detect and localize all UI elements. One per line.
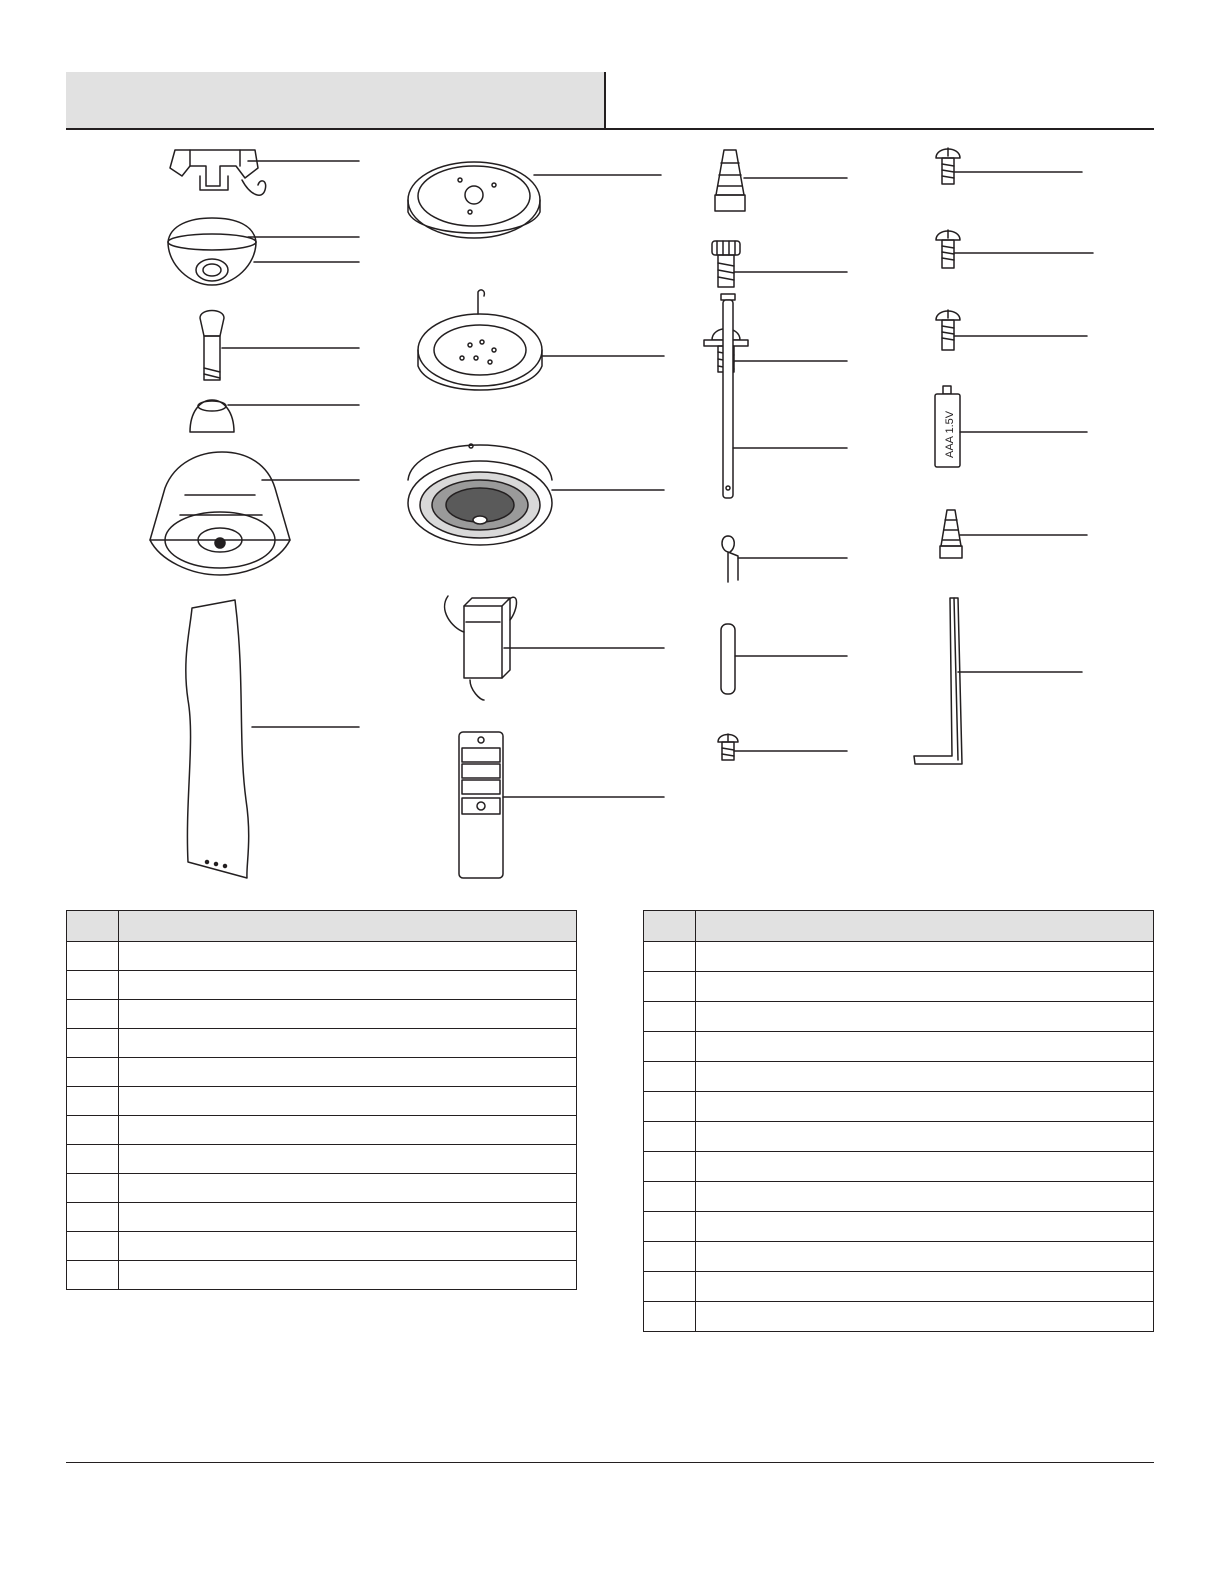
table-row [644,1212,1154,1242]
table-header-row [67,911,577,942]
description-cell [696,1062,1154,1092]
part-cell [644,1092,696,1122]
machine-screw-icon [936,310,1087,350]
mounting-bracket-icon [170,150,359,195]
table-row [644,1032,1154,1062]
part-cell [644,972,696,1002]
description-cell [696,1242,1154,1272]
description-cell [119,1029,577,1058]
light-kit-icon [408,444,664,545]
part-cell [67,942,119,971]
description-cell [696,1032,1154,1062]
table-row [644,942,1154,972]
part-cell [67,971,119,1000]
description-cell [119,1261,577,1290]
part-cell [67,1000,119,1029]
description-cell [119,1232,577,1261]
table-row [644,1152,1154,1182]
part-cell [644,1182,696,1212]
table-row [67,1174,577,1203]
part-cell [67,1087,119,1116]
part-cell [67,1058,119,1087]
description-cell [119,1203,577,1232]
table-body-right [644,942,1154,1332]
table-row [67,1261,577,1290]
description-cell [119,942,577,971]
table-row [67,1203,577,1232]
small-wire-connector-icon [940,510,1087,558]
small-screw-icon [718,734,847,760]
table-row [67,1029,577,1058]
table-row [67,1087,577,1116]
description-cell [696,1302,1154,1332]
part-cell [644,1152,696,1182]
table-row [644,1242,1154,1272]
part-cell [67,1145,119,1174]
part-cell [644,1032,696,1062]
description-cell [696,972,1154,1002]
part-cell [644,1122,696,1152]
clevis-pin-icon [721,294,847,498]
table-row [67,1116,577,1145]
table-row [67,1145,577,1174]
description-cell [119,1174,577,1203]
downrod-icon [200,311,359,381]
hairpin-clip-icon [722,536,847,582]
thumb-screw-icon [712,241,847,287]
parts-table-right [643,910,1154,1332]
coupling-cover-icon [190,400,359,432]
part-cell [644,1242,696,1272]
receiver-icon [445,596,664,700]
light-kit-glass-icon [408,162,661,238]
switch-housing-icon [418,290,664,390]
battery-label: AAA 1.5V [944,410,956,458]
pin-icon [721,624,847,694]
description-cell [696,1212,1154,1242]
table-row [67,1000,577,1029]
wire-connector-icon [715,150,847,211]
table-row [644,1092,1154,1122]
machine-screw-icon [936,148,1082,184]
column-header-description [119,911,577,942]
column-header-part [67,911,119,942]
remote-control-icon [459,732,664,878]
table-row [67,942,577,971]
machine-screw-icon [936,230,1093,268]
description-cell [119,971,577,1000]
description-cell [696,942,1154,972]
part-cell [67,1232,119,1261]
column-header-description [696,911,1154,942]
table-row [67,1058,577,1087]
description-cell [696,1152,1154,1182]
part-cell [644,1302,696,1332]
part-cell [644,1272,696,1302]
column-header-part [644,911,696,942]
parts-table-left [66,910,577,1290]
description-cell [119,1058,577,1087]
table-row [644,1272,1154,1302]
part-cell [644,942,696,972]
part-cell [67,1203,119,1232]
table-header-row [644,911,1154,942]
table-row [67,971,577,1000]
description-cell [696,1182,1154,1212]
description-cell [119,1145,577,1174]
table-row [644,1122,1154,1152]
battery-icon [935,386,1087,467]
table-row [644,1182,1154,1212]
description-cell [119,1087,577,1116]
table-row [67,1232,577,1261]
footer-rule [66,1462,1154,1463]
part-cell [67,1174,119,1203]
table-body-left [67,942,577,1290]
description-cell [119,1000,577,1029]
description-cell [119,1116,577,1145]
part-cell [67,1029,119,1058]
part-cell [644,1212,696,1242]
part-cell [67,1116,119,1145]
part-cell [67,1261,119,1290]
description-cell [696,1122,1154,1152]
table-row [644,1002,1154,1032]
description-cell [696,1092,1154,1122]
description-cell [696,1272,1154,1302]
motor-housing-icon [150,452,359,575]
fan-blade-icon [186,600,359,878]
description-cell [696,1002,1154,1032]
canopy-icon [168,218,359,285]
table-row [644,972,1154,1002]
table-row [644,1302,1154,1332]
part-cell [644,1062,696,1092]
table-row [644,1062,1154,1092]
part-cell [644,1002,696,1032]
hex-key-icon [914,598,1082,764]
